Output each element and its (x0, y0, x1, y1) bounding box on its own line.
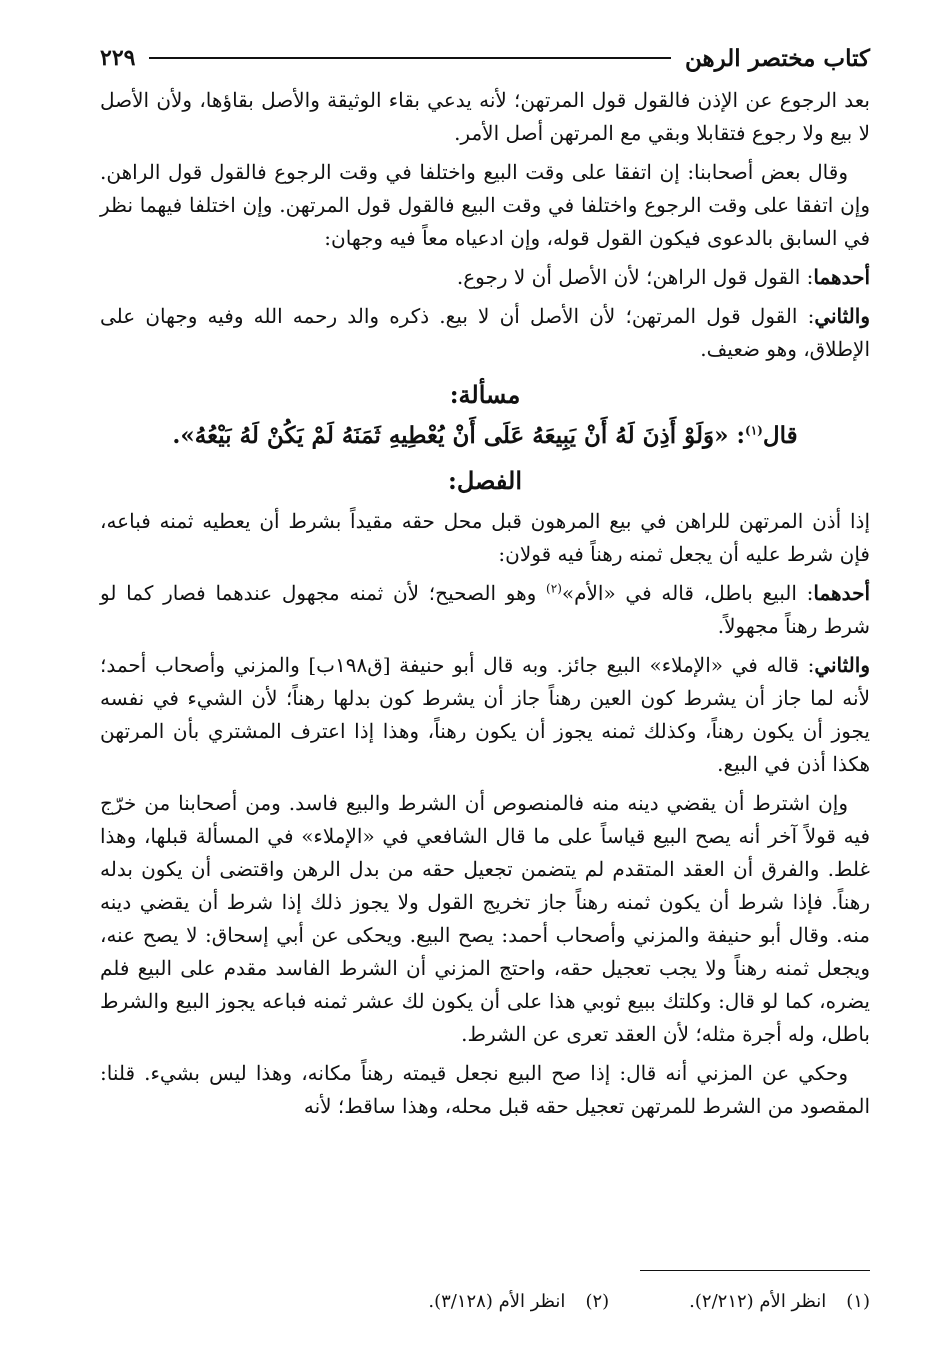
footnote-rule (640, 1270, 870, 1271)
page-header (100, 38, 870, 78)
paragraph-5: إذا أذن المرتهن للراهن في بيع المرهون قبل محل حقه مقيداً بشرط أن يعطيه ثمنه فباعه، فإن شرط عليه أن يجعل ثمنه رهناً فيه قولان: (100, 509, 870, 566)
paragraph-3 (100, 261, 870, 294)
footnotes (100, 1284, 870, 1318)
paragraph-2: وقال بعض أصحابنا: إن اتفقا على وقت البيع واختلفا في وقت الرجوع فالقول قول الراهن. وإن اتفقا على وقت الرجوع واختلفا في وقت البيع فالقول قول المرتهن. وإن اختلفا فيهما نظر في السابق بالدعوى فيكون القول قوله، وإن ادعياه معاً فيه وجهان: (100, 160, 870, 250)
paragraph-9: وحكي عن المزني أنه قال: إذا صح البيع نجعل قيمته رهناً مكانه، وهذا ليس بشيء. قلنا: المقصود من الشرط للمرتهن تعجيل حقه قبل محله، وهذا ساقط؛ لأنه (100, 1061, 870, 1118)
quote-text: : «وَلَوْ أَذِنَ لَهُ أَنْ يَبِيعَهُ عَلَى أَنْ يُعْطِيهِ ثَمَنَهُ لَمْ يَكُنْ لَهُ بَيْعُهُ». (172, 422, 746, 449)
paragraph-6-text-b: وهو الصحيح؛ لأن ثمنه مجهول عندهما فصار كما لو شرط رهناً مجهولاً. (100, 581, 870, 638)
paragraph-6-lead: أحدهما (813, 581, 871, 605)
quote-line (100, 419, 870, 452)
footnote-1-text: انظر الأم (٢/٢١٢). (689, 1290, 827, 1312)
footnote-2 (428, 1291, 609, 1312)
paragraph-7-lead: والثاني (814, 653, 870, 677)
header-rule (149, 57, 671, 59)
paragraph-6-footnote-ref: (٢) (546, 581, 562, 596)
quote-footnote-ref: (١) (745, 423, 763, 438)
paragraph-4-lead: والثاني (814, 304, 870, 328)
book-title: كتاب مختصر الرهن (684, 44, 870, 72)
masala-heading: مسألة: (449, 380, 521, 409)
footnote-1 (689, 1291, 870, 1312)
paragraph-7 (100, 649, 870, 781)
paragraph-3-text: : القول قول الراهن؛ لأن الأصل أن لا رجوع. (456, 265, 814, 289)
footnote-1-number: (١) (846, 1290, 870, 1312)
footnote-2-text: انظر الأم (٣/١٢٨). (428, 1290, 566, 1312)
page-number: ٢٢٩ (100, 45, 136, 71)
paragraph-6 (100, 577, 870, 643)
paragraph-6-text-a: : البيع باطل، قاله في «الأم» (561, 581, 814, 605)
paragraph-3-lead: أحدهما (813, 265, 870, 289)
paragraph-7-text: : قاله في «الإملاء» البيع جائز. وبه قال أبو حنيفة [ق١٩٨ب] والمزني وأصحاب أحمد؛ لأنه لما جاز أن يشرط كون العين رهناً جاز أن يشرط كون بدلها رهناً؛ لأن الشيء في نفسه يجوز أن يكون رهناً، وكذلك ثمنه يجوز أن يكون رهناً، وهذا إذا اعترف المشتري بأن المرتهن هكذا أذن في البيع. (100, 653, 870, 776)
footnote-2-number: (٢) (585, 1290, 610, 1312)
quote-prefix: قال (762, 422, 798, 449)
main-text (100, 84, 870, 1129)
paragraph-8: وإن اشترط أن يقضي دينه منه فالمنصوص أن الشرط والبيع فاسد. ومن أصحابنا من خرّج فيه قولاً آخر أنه يصح البيع قياساً على ما قال الشافعي في «الإملاء» في المسألة قبلها، وهذا غلط. والفرق أن العقد المتقدم لم يتضمن تجعيل حقه من بدل الرهن واقتضى أن يكون بدله رهناً. فإذا شرط أن يكون ثمنه رهناً جاز تخريج القول ولا يجوز ذلك إذا شرط أن يقضي دينه منه. وقال أبو حنيفة والمزني وأصحاب أحمد: يصح البيع. ويحكى عن أبي إسحاق: لا يصح عنه، ويجعل ثمنه رهناً ولا يجب تعجيل حقه، واحتج المزني أن الشرط الفاسد مقدم على البيع فلم يضره، كما لو قال: وكلتك ببيع ثوبي هذا على أن يكون لك عشر ثمنه فباعه يجوز البيع والشرط باطل، وله أجرة مثله؛ لأن العقد تعرى عن الشرط. (100, 791, 871, 1046)
paragraph-4-text: : القول قول المرتهن؛ لأن الأصل أن لا بيع. ذكره والد رحمه الله وفيه وجهان على الإطلاق، وهو ضعيف. (100, 304, 870, 361)
paragraph-4 (100, 300, 870, 366)
fasl-heading: الفصل: (448, 466, 522, 495)
paragraph-1: بعد الرجوع عن الإذن فالقول قول المرتهن؛ لأنه يدعي بقاء الوثيقة والأصل بقاؤها، ولأن الأصل لا بيع ولا رجوع فتقابلا وبقي مع المرتهن أصل الأمر. (100, 88, 870, 145)
